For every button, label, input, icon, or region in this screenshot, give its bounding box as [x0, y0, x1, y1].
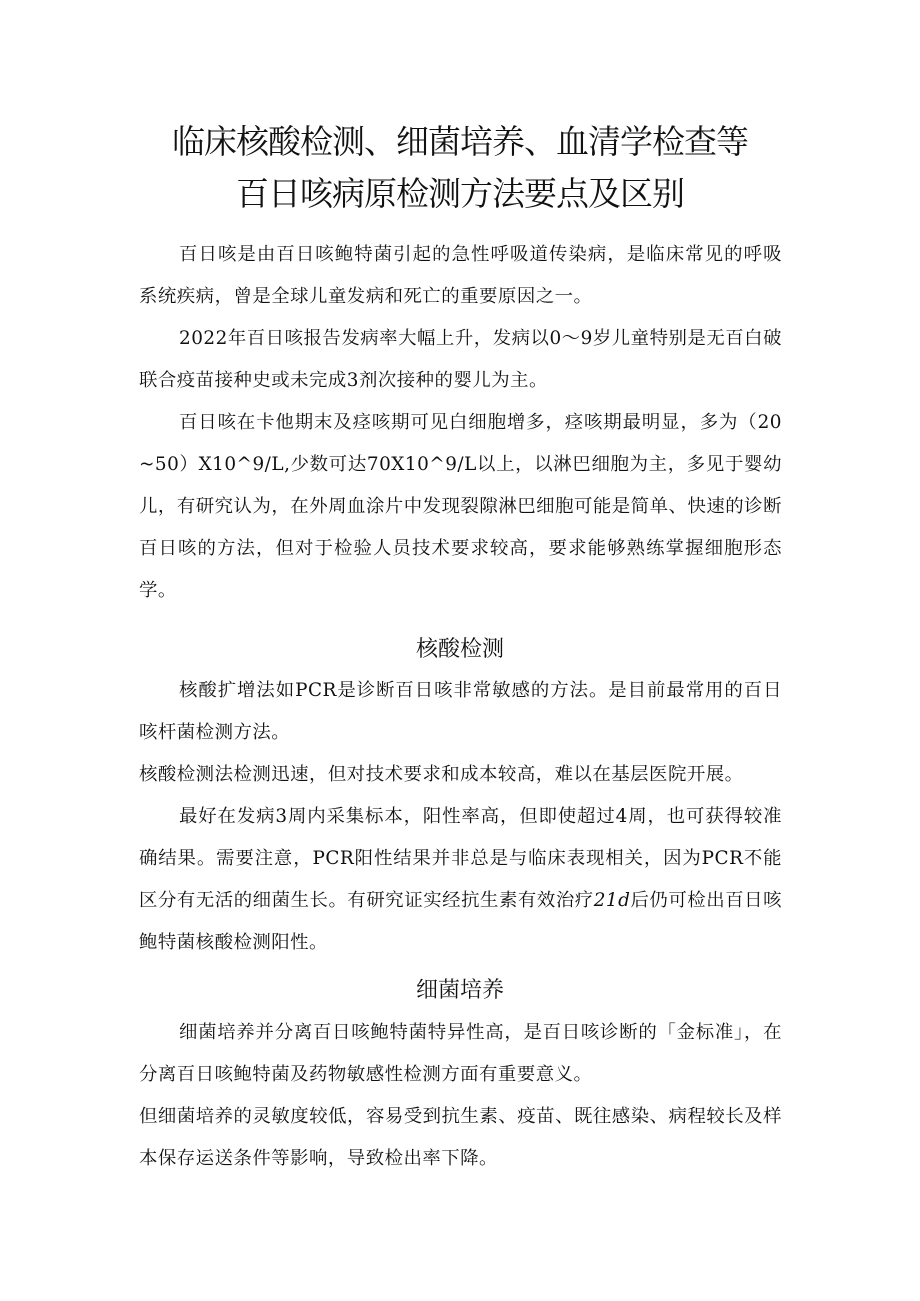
section-heading-nucleic-acid: 核酸检测	[415, 637, 504, 662]
intro-paragraph-3: 百日咳在卡他期末及痉咳期可见白细胞增多，痉咳期最明显，多为（20~50）X10^9/L,少数可达70X10^9/L以上，以淋巴细胞为主，多见于婴幼儿，有研究认为，在外周血涂片中发现裂隙淋巴细胞可能是简单、快速的诊断百日咳的方法，但对于检验人员技术要求较高，要求能够熟练掌握细胞形态学。	[139, 412, 782, 601]
nucleic-paragraph-1: 核酸扩增法如PCR是诊断百日咳非常敏感的方法。是目前最常用的百日咳杆菌检测方法。	[139, 680, 782, 743]
nucleic-paragraph-3-text-a: 最好在发病3周内采集标本，阳性率高，但即使超过4周，也可获得较准确结果。需要注意，PCR阳性结果并非总是与临床表现相关，因为PCR不能区分有无活的细菌生长。有研究证实经抗生素有效治疗	[139, 806, 782, 911]
intro-paragraph-2: 2022年百日咳报告发病率大幅上升，发病以0～9岁儿童特别是无百白破联合疫苗接种史或未完成3剂次接种的婴儿为主。	[139, 328, 782, 391]
nucleic-paragraph-3	[139, 796, 782, 964]
culture-paragraph-1: 细菌培养并分离百日咳鲍特菌特异性高，是百日咳诊断的「金标准」，在分离百日咳鲍特菌及药物敏感性检测方面有重要意义。	[139, 1022, 782, 1085]
nucleic-paragraph-3-duration: 21d	[593, 890, 631, 911]
nucleic-paragraph-2: 核酸检测法检测迅速，但对技术要求和成本较高，难以在基层医院开展。	[139, 764, 744, 785]
document-title-line-1: 临床核酸检测、细菌培养、血清学检查等	[172, 122, 748, 161]
section-heading-bacterial-culture: 细菌培养	[415, 978, 504, 1003]
intro-paragraph-1: 百日咳是由百日咳鲍特菌引起的急性呼吸道传染病，是临床常见的呼吸系统疾病，曾是全球儿童发病和死亡的重要原因之一。	[139, 244, 782, 307]
culture-paragraph-2: 但细菌培养的灵敏度较低，容易受到抗生素、疫苗、既往感染、病程较长及样本保存运送条件等影响，导致检出率下降。	[139, 1106, 782, 1169]
nucleic-paragraph-3-text-b: 后仍可检出百日咳鲍特菌核酸检测阳性。	[139, 890, 782, 953]
document-title-line-2: 百日咳病原检测方法要点及区别	[236, 174, 684, 213]
